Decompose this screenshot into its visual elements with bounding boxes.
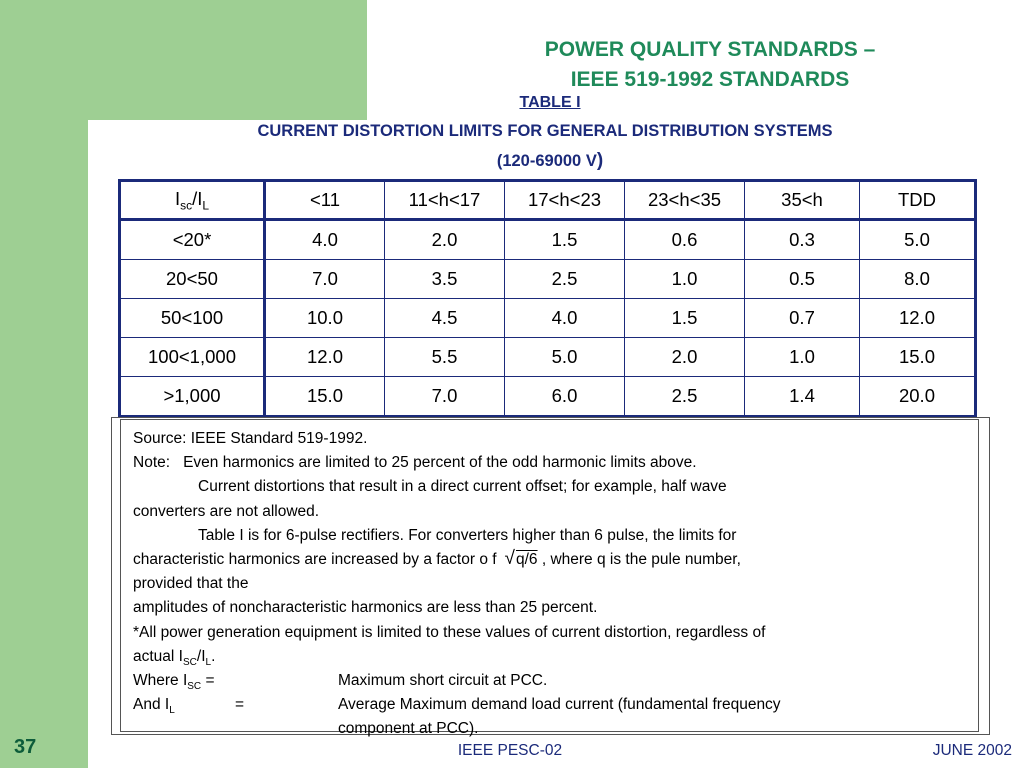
slide-title-line1: POWER QUALITY STANDARDS –: [544, 38, 876, 61]
row-label-cell: 100<1,000: [120, 338, 265, 377]
table-cell: 2.0: [625, 338, 745, 377]
table-cell: 5.0: [505, 338, 625, 377]
table-voltage-text: (120-69000 V: [496, 152, 597, 170]
table-voltage-paren: ): [596, 150, 604, 171]
table-cell: 20.0: [860, 377, 976, 417]
note-actual-sub-sc: SC: [182, 656, 197, 668]
and-equals: =: [235, 696, 245, 714]
table-cell: 0.6: [625, 220, 745, 260]
header-isc-sub: sc: [180, 198, 193, 213]
note-even-harmonics: Even harmonics are limited to 25 percent of the odd harmonic limits above.: [183, 454, 697, 472]
and-label: And I: [133, 696, 170, 714]
page-number: 37: [14, 736, 37, 758]
square-root-symbol: √: [504, 547, 515, 569]
and-sub-l: L: [169, 705, 175, 717]
table-cell: 15.0: [860, 338, 976, 377]
note-line: [133, 451, 968, 475]
table-voltage: [440, 150, 660, 172]
note-label: Note:: [133, 454, 171, 472]
header-cell: 35<h: [745, 181, 860, 220]
table-cell: 2.0: [385, 220, 505, 260]
note-dc-offset-b: converters are not allowed.: [133, 502, 320, 520]
table-cell: 6.0: [505, 377, 625, 417]
table-cell: 5.5: [385, 338, 505, 377]
notes-block: [133, 427, 968, 741]
table-cell: 0.3: [745, 220, 860, 260]
footer-conference: IEEE PESC-02: [457, 742, 563, 759]
where-definition: Maximum short circuit at PCC.: [338, 671, 548, 689]
table-cell: 12.0: [860, 299, 976, 338]
table-cell: 0.5: [745, 260, 860, 299]
footer-date: JUNE 2002: [932, 742, 1012, 759]
table-cell: 1.0: [625, 260, 745, 299]
note-line: [133, 548, 968, 572]
note-line: [133, 669, 968, 693]
header-il-base: I: [197, 187, 203, 209]
row-label-cell: 50<100: [120, 299, 265, 338]
row-label-cell: 20<50: [120, 260, 265, 299]
note-line: [133, 717, 968, 741]
table-cell: 1.5: [505, 220, 625, 260]
note-pulse-b-pre: characteristic harmonics are increased by a factor o f: [133, 550, 497, 568]
note-line: [133, 693, 968, 717]
note-pulse-b-post: , where q is the pule number,: [537, 550, 741, 568]
header-cell: TDD: [860, 181, 976, 220]
square-root-argument: q/6: [515, 550, 538, 568]
note-actual-sub-l: L: [205, 656, 212, 668]
header-cell: 11<h<17: [385, 181, 505, 220]
header-cell: 23<h<35: [625, 181, 745, 220]
table-cell: 7.0: [385, 377, 505, 417]
table-cell: 3.5: [385, 260, 505, 299]
note-pulse-a: Table I is for 6-pulse rectifiers. For converters higher than 6 pulse, the limits for: [198, 526, 737, 544]
table-label: TABLE I: [519, 94, 581, 111]
table-cell: 10.0: [265, 299, 385, 338]
table-cell: 0.7: [745, 299, 860, 338]
table-cell: 12.0: [265, 338, 385, 377]
where-equals: =: [201, 671, 215, 689]
header-cell: 17<h<23: [505, 181, 625, 220]
table-cell: 2.5: [505, 260, 625, 299]
note-line: [133, 475, 968, 499]
table-cell: 8.0: [860, 260, 976, 299]
decorative-green-bar-left: [0, 120, 88, 768]
table-cell: 4.0: [505, 299, 625, 338]
note-pulse-d: amplitudes of noncharacteristic harmonics are less than 25 percent.: [133, 599, 598, 617]
note-dc-offset-a: Current distortions that result in a direct current offset; for example, half wave: [198, 478, 727, 496]
table-cell: 1.4: [745, 377, 860, 417]
current-distortion-limits-table: [118, 179, 977, 418]
header-cell-isc-il: [120, 181, 265, 220]
table-cell: 1.5: [625, 299, 745, 338]
table-cell: 2.5: [625, 377, 745, 417]
header-slash: /: [192, 187, 198, 209]
table-caption: CURRENT DISTORTION LIMITS FOR GENERAL DISTRIBUTION SYSTEMS: [257, 122, 833, 140]
header-il-sub: L: [202, 198, 210, 213]
table-header-row: [120, 181, 976, 220]
table-cell: 4.5: [385, 299, 505, 338]
where-label: Where I: [133, 671, 188, 689]
and-definition-b: component at PCC).: [338, 720, 479, 738]
decorative-green-block-top: [0, 0, 367, 120]
where-sub-sc: SC: [187, 680, 202, 692]
table-cell: 5.0: [860, 220, 976, 260]
table-cell: 4.0: [265, 220, 385, 260]
table-row: [120, 377, 976, 417]
table-row: [120, 338, 976, 377]
table-row: [120, 260, 976, 299]
note-line: [133, 524, 968, 548]
note-actual-slash: /I: [196, 647, 206, 665]
row-label-cell: <20*: [120, 220, 265, 260]
table-cell: 1.0: [745, 338, 860, 377]
note-actual-label: actual I: [133, 647, 183, 665]
note-line: [133, 645, 968, 669]
header-cell: <11: [265, 181, 385, 220]
table-row: [120, 220, 976, 260]
table-cell: 15.0: [265, 377, 385, 417]
slide-title-line2: IEEE 519-1992 STANDARDS: [570, 68, 850, 91]
note-power-generation: *All power generation equipment is limited to these values of current distortion, regardless of: [133, 623, 766, 641]
note-source: Source: IEEE Standard 519-1992.: [133, 430, 368, 447]
note-actual-end: .: [211, 647, 216, 665]
row-label-cell: >1,000: [120, 377, 265, 417]
table-row: [120, 299, 976, 338]
note-pulse-c: provided that the: [133, 575, 249, 593]
table-cell: 7.0: [265, 260, 385, 299]
and-definition-a: Average Maximum demand load current (fundamental frequency: [338, 696, 781, 714]
header-isc-base: I: [174, 187, 181, 209]
